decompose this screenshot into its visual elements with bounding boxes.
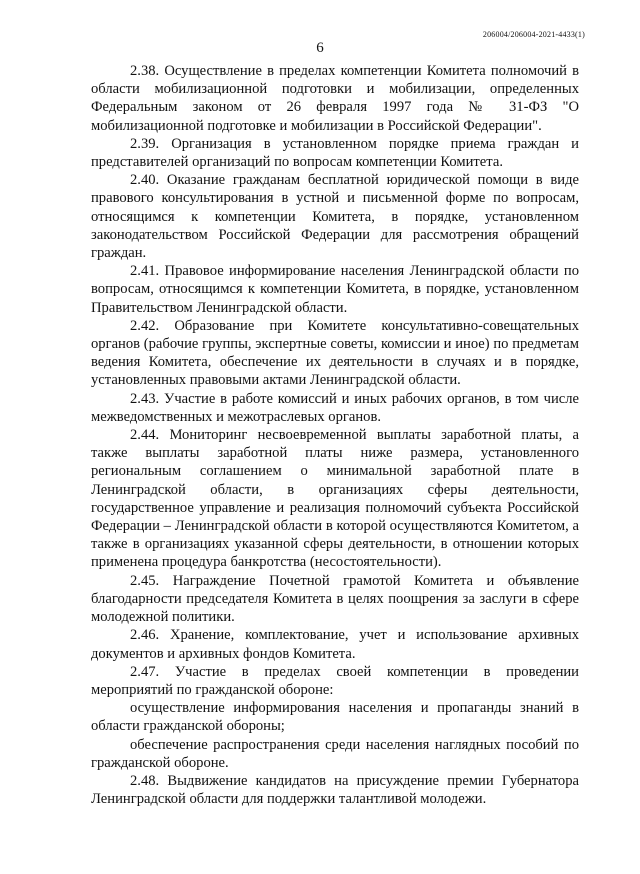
- page-number: 6: [316, 40, 324, 56]
- document-body: [91, 62, 579, 808]
- paragraph-2-47-item-1: осуществление информирования населения и пропаганды знаний в области гражданской обороны;: [91, 700, 579, 735]
- paragraph-2-46: 2.46. Хранение, комплектование, учет и использование архивных документов и архивных фондов Комитета.: [91, 627, 579, 662]
- paragraph-2-45: 2.45. Награждение Почетной грамотой Комитета и объявление благодарности председателя Комитета в целях поощрения за заслуги в сфере молодежной политики.: [91, 572, 579, 626]
- paragraph-2-42: 2.42. Образование при Комитете консультативно-совещательных органов (рабочие группы, экспертные советы, комиссии и иное) по предметам ведения Комитета, обеспечение их деятельности в случаях и в порядке, установленных правовыми актами Ленинградской области.: [91, 317, 579, 389]
- paragraph-2-40: 2.40. Оказание гражданам бесплатной юридической помощи в виде правового консультирования в устной и письменной форме по вопросам, относящимся к компетенции Комитета, в порядке, установленном законодательством Российской Федерации для рассмотрения обращений граждан.: [91, 172, 579, 262]
- paragraph-2-44: 2.44. Мониторинг несвоевременной выплаты заработной платы, а также выплаты заработной платы ниже размера, установленного региональным соглашением о минимальной заработной плате в Ленинградской области, в организациях сферы деятельности, государственное управление и реализация полномочий субъекта Российской Федерации – Ленинградской области в которой осуществляются Комитетом, а также в организациях указанной сферы деятельности, в отношении которых применена процедура банкротства (несостоятельности).: [91, 427, 579, 571]
- paragraph-2-43: 2.43. Участие в работе комиссий и иных рабочих органов, в том числе межведомственных и межотраслевых органов.: [91, 390, 579, 425]
- paragraph-2-47-item-2: обеспечение распространения среди населения наглядных пособий по гражданской обороне.: [91, 736, 579, 771]
- paragraph-2-39: 2.39. Организация в установленном порядке приема граждан и представителей организаций по вопросам компетенции Комитета.: [91, 135, 579, 171]
- paragraph-2-38: 2.38. Осуществление в пределах компетенции Комитета полномочий в области мобилизационной подготовки и мобилизации, определенных Федеральным законом от 26 февраля 1997 года № 31-ФЗ "О мобилизационной подготовке и мобилизации в Российской Федерации".: [91, 63, 579, 134]
- document-id: 206004/206004-2021-4433(1): [482, 30, 585, 39]
- paragraph-2-48: 2.48. Выдвижение кандидатов на присуждение премии Губернатора Ленинградской области для поддержки талантливой молодежи.: [91, 772, 579, 808]
- paragraph-2-47: 2.47. Участие в пределах своей компетенции в проведении мероприятий по гражданской обороне:: [91, 663, 579, 698]
- paragraph-2-41: 2.41. Правовое информирование населения Ленинградской области по вопросам, относящимся к компетенции Комитета, в порядке, установленном Правительством Ленинградской области.: [91, 263, 579, 316]
